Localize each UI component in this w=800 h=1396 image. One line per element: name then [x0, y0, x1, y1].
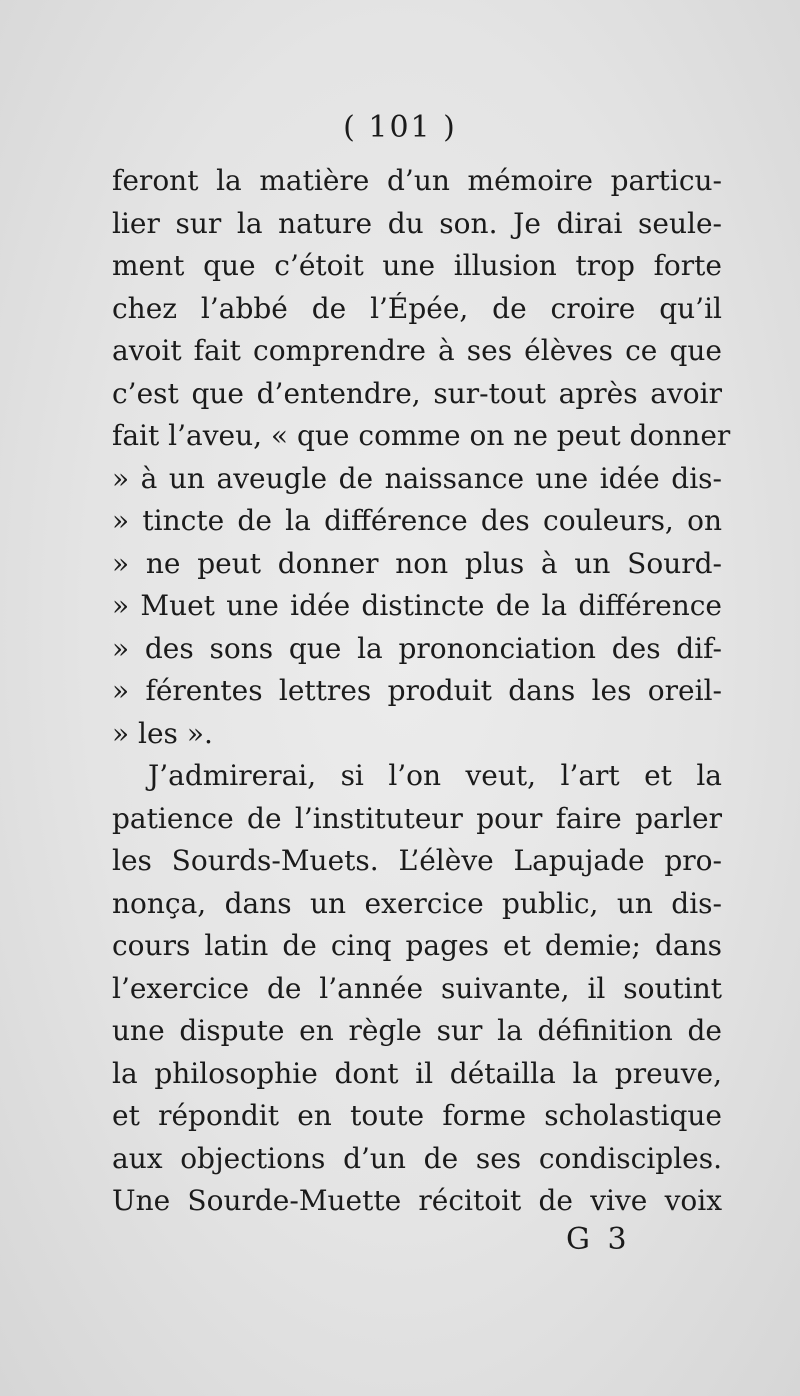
signature-mark: G 3: [566, 1222, 631, 1257]
text-line: et répondit en toute forme scholastique: [112, 1099, 722, 1132]
text-line: Une Sourde-Muette récitoit de vive voix: [112, 1184, 722, 1217]
text-line: chez l’abbé de l’Épée, de croire qu’il: [112, 291, 722, 325]
page-number: ( 101 ): [343, 110, 457, 145]
text-line: » à un aveugle de naissance une idée dis-: [112, 461, 722, 495]
text-line: lier sur la nature du son. Je dirai seule-: [112, 206, 722, 240]
text-line: c’est que d’entendre, sur-tout après avoir: [112, 376, 722, 410]
text-line: patience de l’instituteur pour faire parler: [112, 801, 722, 835]
text-line: » les ».: [112, 716, 213, 750]
text-line: cours latin de cinq pages et demie; dans: [112, 929, 722, 962]
text-line: fait l’aveu, « que comme on ne peut donner: [112, 419, 731, 452]
text-line: l’exercice de l’année suivante, il soutint: [112, 971, 722, 1005]
text-line: la philosophie dont il détailla la preuve,: [112, 1056, 722, 1090]
text-line: » férentes lettres produit dans les oreil-: [112, 674, 722, 707]
text-line: les Sourds-Muets. L’élève Lapujade pro-: [112, 844, 722, 877]
text-line: une dispute en règle sur la définition de: [112, 1014, 722, 1047]
text-line: feront la matière d’un mémoire particu-: [112, 164, 722, 197]
text-line: nonça, dans un exercice public, un dis-: [112, 886, 722, 920]
text-line: J’admirerai, si l’on veut, l’art et la: [148, 759, 722, 792]
text-line: » Muet une idée distincte de la différence: [112, 589, 722, 622]
body-text: [112, 160, 731, 1223]
text-line: » ne peut donner non plus à un Sourd-: [112, 546, 722, 580]
text-line: » des sons que la prononciation des dif-: [112, 631, 722, 665]
text-line: ment que c’étoit une illusion trop forte: [112, 249, 722, 282]
text-line: avoit fait comprendre à ses élèves ce que: [112, 334, 722, 367]
text-line: » tincte de la différence des couleurs, on: [112, 504, 722, 537]
text-line: aux objections d’un de ses condisciples.: [112, 1141, 722, 1175]
